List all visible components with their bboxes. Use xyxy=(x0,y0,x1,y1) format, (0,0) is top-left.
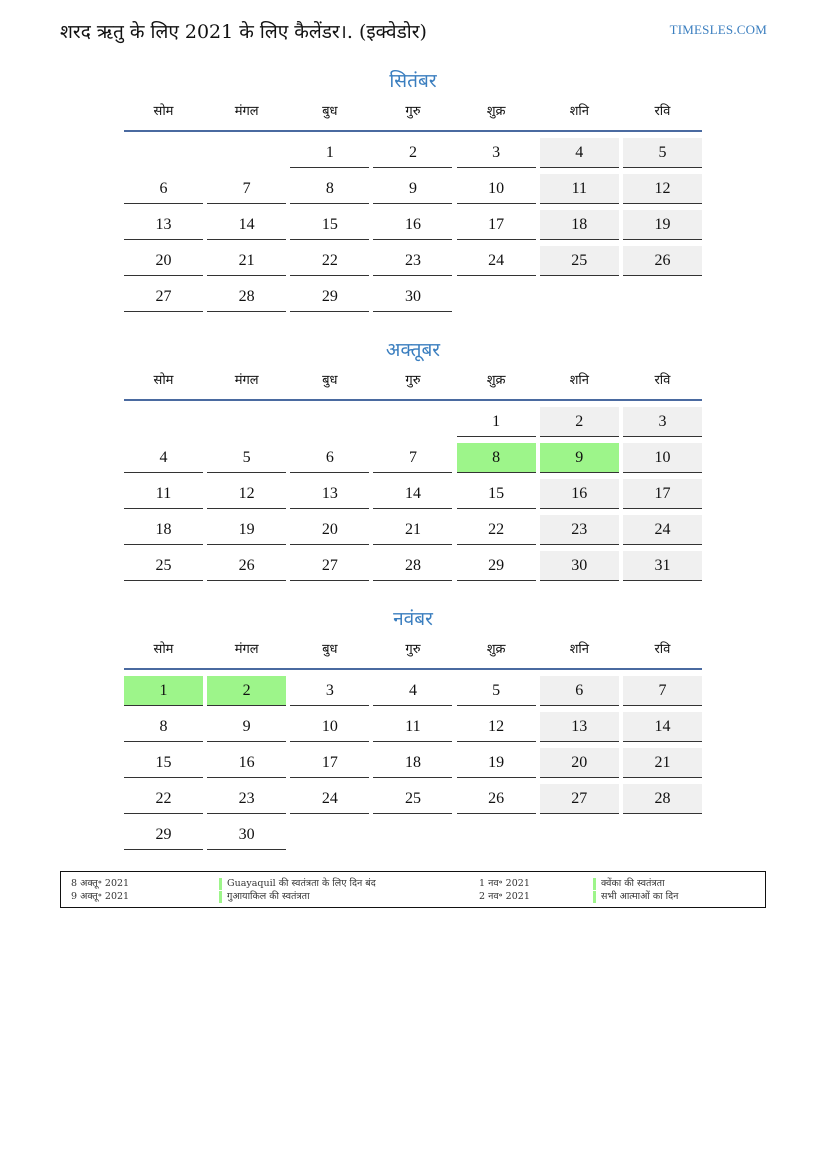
day-cell: 3 xyxy=(623,407,702,437)
day-cell: 28 xyxy=(207,282,286,312)
month-title: अक्तूबर xyxy=(385,339,441,361)
day-cell: 17 xyxy=(290,748,369,778)
day-cell: 25 xyxy=(373,784,452,814)
day-cell: 1 xyxy=(457,407,536,437)
empty-day-cell xyxy=(457,282,536,312)
empty-day-cell xyxy=(124,138,203,168)
day-cell: 23 xyxy=(207,784,286,814)
weekday-label: गुरु xyxy=(405,104,421,119)
empty-day-cell xyxy=(540,282,619,312)
day-cell: 9 xyxy=(373,174,452,204)
day-cell: 11 xyxy=(373,712,452,742)
day-cell: 13 xyxy=(124,210,203,240)
day-cell: 16 xyxy=(540,479,619,509)
day-cell: 10 xyxy=(623,443,702,473)
day-cell: 19 xyxy=(457,748,536,778)
day-cell: 11 xyxy=(540,174,619,204)
empty-day-cell xyxy=(623,282,702,312)
month-grid xyxy=(124,405,702,585)
day-cell: 22 xyxy=(124,784,203,814)
day-cell: 9 xyxy=(207,712,286,742)
day-cell: 20 xyxy=(290,515,369,545)
empty-day-cell xyxy=(207,407,286,437)
day-cell: 19 xyxy=(623,210,702,240)
day-cell: 14 xyxy=(373,479,452,509)
day-cell: 8 xyxy=(457,443,536,473)
week-row xyxy=(124,441,702,477)
day-cell: 8 xyxy=(290,174,369,204)
weekday-header xyxy=(124,102,702,132)
month-grid xyxy=(124,674,702,854)
weekday-label: बुध xyxy=(322,373,338,388)
weekday-label: शनि xyxy=(569,104,589,119)
day-cell: 21 xyxy=(373,515,452,545)
legend-holiday-name: गुआयाकिल की स्वतंत्रता xyxy=(219,891,310,903)
day-cell: 28 xyxy=(373,551,452,581)
legend-row xyxy=(61,878,765,890)
day-cell: 14 xyxy=(623,712,702,742)
weekday-label: शुक्र xyxy=(486,642,506,657)
day-cell: 27 xyxy=(124,282,203,312)
day-cell: 6 xyxy=(124,174,203,204)
day-cell: 26 xyxy=(207,551,286,581)
week-row xyxy=(124,710,702,746)
week-row xyxy=(124,746,702,782)
day-cell: 24 xyxy=(457,246,536,276)
page-title: शरद ऋतु के लिए 2021 के लिए कैलेंडर।. (इक्वेडोर) xyxy=(60,21,427,43)
weekday-header xyxy=(124,371,702,401)
weekday-label: मंगल xyxy=(234,373,259,388)
month-grid xyxy=(124,136,702,316)
day-cell: 28 xyxy=(623,784,702,814)
empty-day-cell xyxy=(290,820,369,850)
holiday-legend xyxy=(60,871,766,908)
day-cell: 20 xyxy=(540,748,619,778)
day-cell: 27 xyxy=(290,551,369,581)
day-cell: 13 xyxy=(540,712,619,742)
weekday-label: रवि xyxy=(654,642,671,657)
empty-day-cell xyxy=(540,820,619,850)
weekday-label: बुध xyxy=(322,104,338,119)
day-cell: 17 xyxy=(457,210,536,240)
week-row xyxy=(124,172,702,208)
week-row xyxy=(124,477,702,513)
day-cell: 29 xyxy=(124,820,203,850)
day-cell: 22 xyxy=(457,515,536,545)
week-row xyxy=(124,549,702,585)
day-cell: 16 xyxy=(207,748,286,778)
weekday-label: सोम xyxy=(153,104,174,119)
day-cell: 25 xyxy=(124,551,203,581)
day-cell: 25 xyxy=(540,246,619,276)
empty-day-cell xyxy=(623,820,702,850)
day-cell: 31 xyxy=(623,551,702,581)
day-cell: 9 xyxy=(540,443,619,473)
empty-day-cell xyxy=(207,138,286,168)
empty-day-cell xyxy=(290,407,369,437)
day-cell: 29 xyxy=(290,282,369,312)
day-cell: 14 xyxy=(207,210,286,240)
day-cell: 18 xyxy=(124,515,203,545)
weekday-label: सोम xyxy=(153,373,174,388)
legend-date: 2 नव॰ 2021 xyxy=(479,891,530,902)
week-row xyxy=(124,136,702,172)
day-cell: 29 xyxy=(457,551,536,581)
weekday-label: शुक्र xyxy=(486,373,506,388)
day-cell: 23 xyxy=(373,246,452,276)
weekday-label: रवि xyxy=(654,104,671,119)
weekday-label: शनि xyxy=(569,642,589,657)
month-september xyxy=(124,68,702,316)
day-cell: 21 xyxy=(207,246,286,276)
day-cell: 7 xyxy=(623,676,702,706)
weekday-label: शनि xyxy=(569,373,589,388)
week-row xyxy=(124,244,702,280)
day-cell: 24 xyxy=(623,515,702,545)
weekday-label: बुध xyxy=(322,642,338,657)
day-cell: 13 xyxy=(290,479,369,509)
day-cell: 15 xyxy=(124,748,203,778)
day-cell: 12 xyxy=(623,174,702,204)
empty-day-cell xyxy=(457,820,536,850)
day-cell: 8 xyxy=(124,712,203,742)
day-cell: 16 xyxy=(373,210,452,240)
legend-holiday-name: क्वेंका की स्वतंत्रता xyxy=(593,878,665,890)
day-cell: 20 xyxy=(124,246,203,276)
legend-date: 1 नव॰ 2021 xyxy=(479,878,530,889)
day-cell: 17 xyxy=(623,479,702,509)
legend-row xyxy=(61,891,765,903)
week-row xyxy=(124,782,702,818)
day-cell: 5 xyxy=(207,443,286,473)
weekday-label: रवि xyxy=(654,373,671,388)
day-cell: 24 xyxy=(290,784,369,814)
legend-holiday-name: Guayaquil की स्वतंत्रता के लिए दिन बंद xyxy=(219,878,376,890)
weekday-label: गुरु xyxy=(405,373,421,388)
day-cell: 19 xyxy=(207,515,286,545)
weekday-label: गुरु xyxy=(405,642,421,657)
day-cell: 5 xyxy=(457,676,536,706)
day-cell: 10 xyxy=(457,174,536,204)
day-cell: 23 xyxy=(540,515,619,545)
legend-date: 9 अक्तू॰ 2021 xyxy=(71,891,130,902)
weekday-header xyxy=(124,640,702,670)
day-cell: 30 xyxy=(373,282,452,312)
weekday-label: मंगल xyxy=(234,642,259,657)
weekday-label: मंगल xyxy=(234,104,259,119)
day-cell: 12 xyxy=(457,712,536,742)
day-cell: 18 xyxy=(540,210,619,240)
weekday-label: शुक्र xyxy=(486,104,506,119)
week-row xyxy=(124,674,702,710)
month-title: नवंबर xyxy=(393,608,433,630)
day-cell: 7 xyxy=(373,443,452,473)
day-cell: 3 xyxy=(457,138,536,168)
day-cell: 22 xyxy=(290,246,369,276)
week-row xyxy=(124,818,702,854)
empty-day-cell xyxy=(373,820,452,850)
day-cell: 1 xyxy=(290,138,369,168)
month-october xyxy=(124,337,702,585)
day-cell: 2 xyxy=(540,407,619,437)
day-cell: 15 xyxy=(290,210,369,240)
day-cell: 7 xyxy=(207,174,286,204)
day-cell: 4 xyxy=(124,443,203,473)
week-row xyxy=(124,280,702,316)
day-cell: 12 xyxy=(207,479,286,509)
empty-day-cell xyxy=(124,407,203,437)
day-cell: 10 xyxy=(290,712,369,742)
day-cell: 21 xyxy=(623,748,702,778)
day-cell: 3 xyxy=(290,676,369,706)
week-row xyxy=(124,405,702,441)
day-cell: 30 xyxy=(540,551,619,581)
day-cell: 4 xyxy=(540,138,619,168)
day-cell: 6 xyxy=(540,676,619,706)
month-title: सितंबर xyxy=(389,70,437,92)
empty-day-cell xyxy=(373,407,452,437)
month-november xyxy=(124,606,702,854)
weekday-label: सोम xyxy=(153,642,174,657)
day-cell: 15 xyxy=(457,479,536,509)
day-cell: 2 xyxy=(373,138,452,168)
day-cell: 4 xyxy=(373,676,452,706)
day-cell: 6 xyxy=(290,443,369,473)
day-cell: 5 xyxy=(623,138,702,168)
day-cell: 11 xyxy=(124,479,203,509)
week-row xyxy=(124,513,702,549)
legend-holiday-name: सभी आत्माओं का दिन xyxy=(593,891,678,903)
day-cell: 30 xyxy=(207,820,286,850)
week-row xyxy=(124,208,702,244)
day-cell: 2 xyxy=(207,676,286,706)
day-cell: 1 xyxy=(124,676,203,706)
day-cell: 18 xyxy=(373,748,452,778)
legend-date: 8 अक्तू॰ 2021 xyxy=(71,878,130,889)
day-cell: 26 xyxy=(623,246,702,276)
day-cell: 27 xyxy=(540,784,619,814)
site-link[interactable]: TIMESLES.COM xyxy=(669,22,767,37)
day-cell: 26 xyxy=(457,784,536,814)
